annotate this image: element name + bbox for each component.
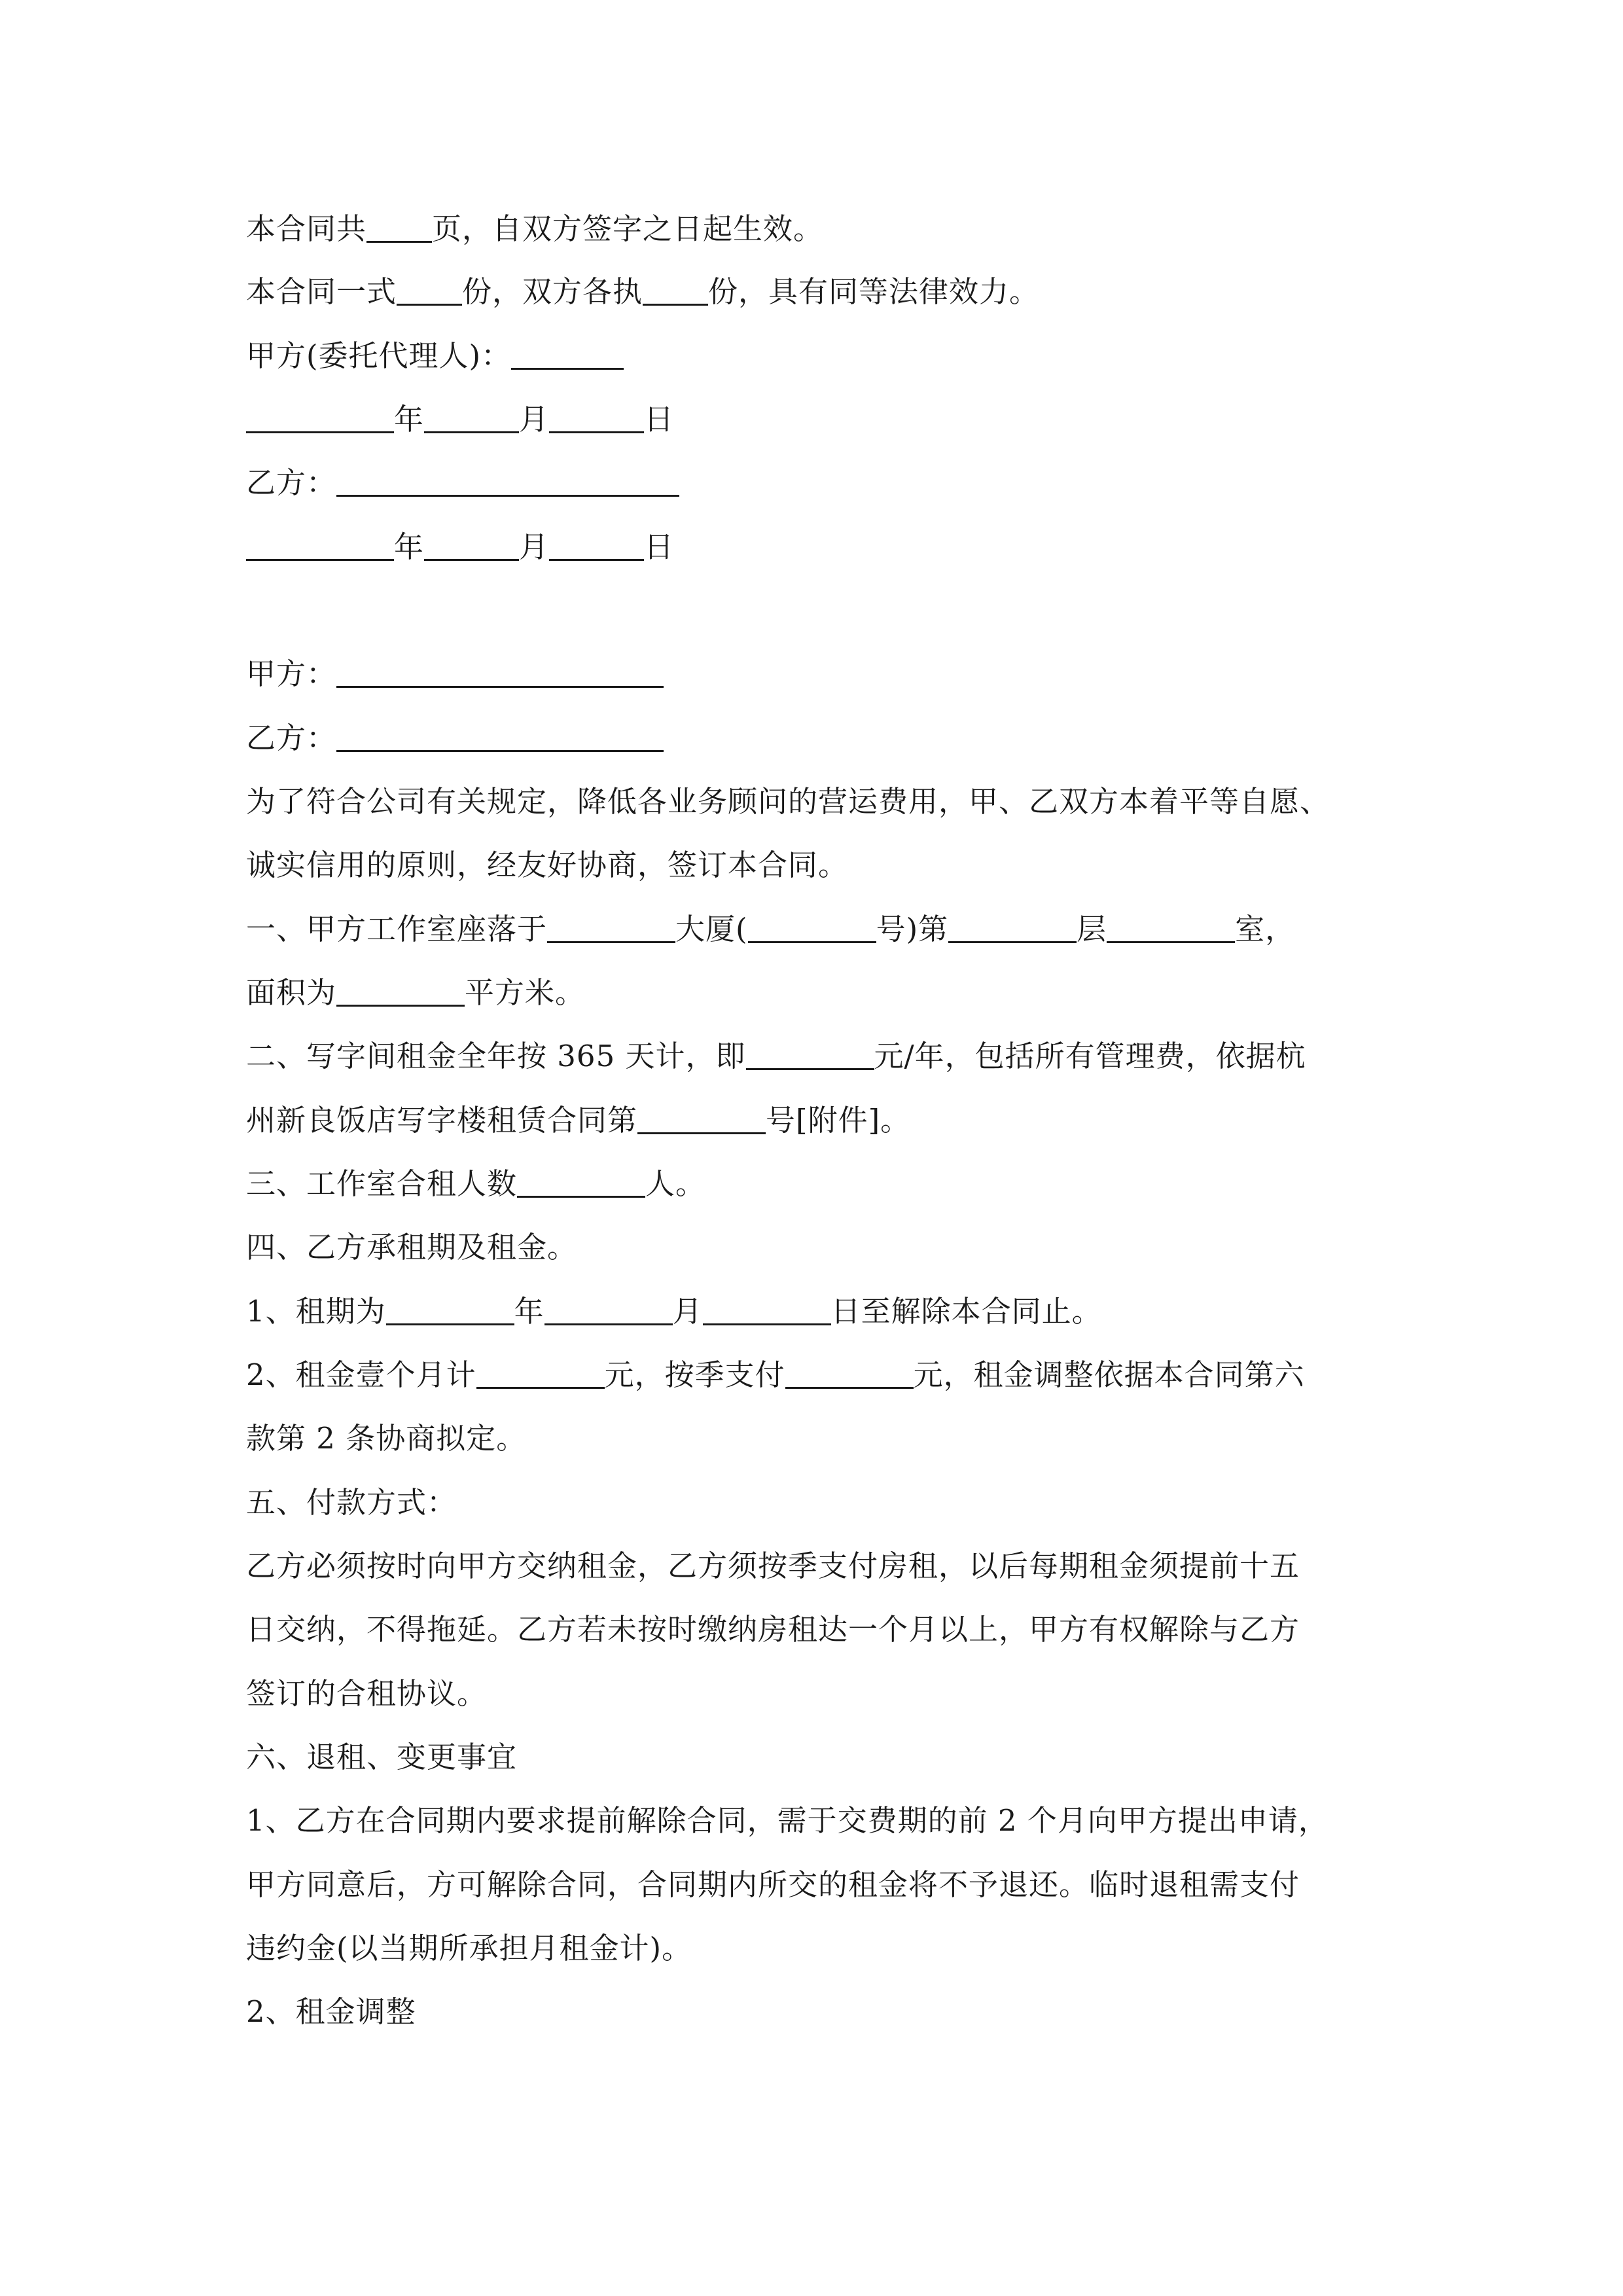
blank-tenant-count[interactable] xyxy=(517,1166,645,1198)
line-clause-1: 一、甲方工作室座落于 大厦( 号)第 层 室， xyxy=(246,912,1296,946)
line-page-count: 本合同共 页，自双方签字之日起生效。 xyxy=(246,211,824,246)
blank-term-year[interactable] xyxy=(386,1293,514,1325)
blank-year-b[interactable] xyxy=(246,529,394,561)
blank-term-day[interactable] xyxy=(703,1293,831,1325)
blank-day-a[interactable] xyxy=(549,401,644,433)
line-clause-6-1-b: 甲方同意后，方可解除合同，合同期内所交的租金将不予退还。临时退租需支付 xyxy=(246,1867,1300,1902)
blank-monthly-rent[interactable] xyxy=(476,1357,605,1389)
blank-party-a-2[interactable] xyxy=(336,656,664,688)
blank-party-a-agent[interactable] xyxy=(511,338,624,370)
blank-room[interactable] xyxy=(1107,911,1235,943)
blank-floor[interactable] xyxy=(948,911,1077,943)
blank-building[interactable] xyxy=(547,911,675,943)
blank-month-b[interactable] xyxy=(424,529,519,561)
line-clause-5-text-1: 乙方必须按时向甲方交纳租金，乙方须按季支付房租，以后每期租金须提前十五 xyxy=(246,1549,1300,1583)
line-party-a-agent: 甲方(委托代理人)： xyxy=(246,336,624,376)
line-clause-6-2: 2、租金调整 xyxy=(246,1994,416,2029)
line-clause-2-cont: 州新良饭店写字楼租赁合同第 号[附件]。 xyxy=(246,1103,911,1138)
line-party-a-2: 甲方： xyxy=(246,655,664,694)
line-party-b: 乙方： xyxy=(246,463,679,503)
line-clause-4-2-cont: 款第 2 条协商拟定。 xyxy=(246,1421,527,1456)
blank-copies-each[interactable] xyxy=(643,274,708,306)
line-preamble-2: 诚实信用的原则，经友好协商，签订本合同。 xyxy=(246,848,849,882)
line-clause-4-1: 1、租期为 年 月 日至解除本合同止。 xyxy=(246,1294,1102,1329)
blank-year-a[interactable] xyxy=(246,401,394,433)
line-clause-6: 六、退租、变更事宜 xyxy=(246,1740,518,1774)
blank-party-b[interactable] xyxy=(336,465,679,497)
blank-copies-total[interactable] xyxy=(397,274,462,306)
line-clause-5-text-3: 签订的合租协议。 xyxy=(246,1676,488,1711)
blank-party-b-2[interactable] xyxy=(336,720,664,752)
line-area: 面积为 平方米。 xyxy=(246,975,586,1010)
line-clause-2: 二、写字间租金全年按 365 天计，即 元/年，包括所有管理费，依据杭 xyxy=(246,1039,1306,1073)
line-clause-5: 五、付款方式： xyxy=(246,1485,457,1520)
blank-building-no[interactable] xyxy=(748,911,876,943)
blank-quarterly-rent[interactable] xyxy=(785,1357,914,1389)
blank-annual-rent[interactable] xyxy=(746,1038,874,1070)
blank-day-b[interactable] xyxy=(549,529,644,561)
blank-area[interactable] xyxy=(336,975,465,1007)
line-clause-4-2: 2、租金壹个月计 元，按季支付 元，租金调整依据本合同第六 xyxy=(246,1357,1305,1392)
line-clause-5-text-2: 日交纳，不得拖延。乙方若未按时缴纳房租达一个月以上，甲方有权解除与乙方 xyxy=(246,1612,1300,1647)
blank-lease-no[interactable] xyxy=(637,1102,766,1134)
blank-page-count[interactable] xyxy=(366,211,432,243)
line-party-b-2: 乙方： xyxy=(246,719,664,758)
line-copies: 本合同一式 份，双方各执 份，具有同等法律效力。 xyxy=(246,274,1040,309)
line-date-b: 年 月 日 xyxy=(246,528,674,567)
line-date-a: 年 月 日 xyxy=(246,400,674,439)
line-clause-4: 四、乙方承租期及租金。 xyxy=(246,1230,578,1265)
line-clause-6-1-a: 1、乙方在合同期内要求提前解除合同，需于交费期的前 2 个月向甲方提出申请， xyxy=(246,1803,1329,1838)
blank-term-month[interactable] xyxy=(544,1293,673,1325)
line-clause-3: 三、工作室合租人数 人。 xyxy=(246,1166,706,1201)
blank-month-a[interactable] xyxy=(424,401,519,433)
line-preamble-1: 为了符合公司有关规定，降低各业务顾问的营运费用，甲、乙双方本着平等自愿、 xyxy=(246,784,1330,819)
line-clause-6-1-c: 违约金(以当期所承担月租金计)。 xyxy=(246,1931,692,1965)
